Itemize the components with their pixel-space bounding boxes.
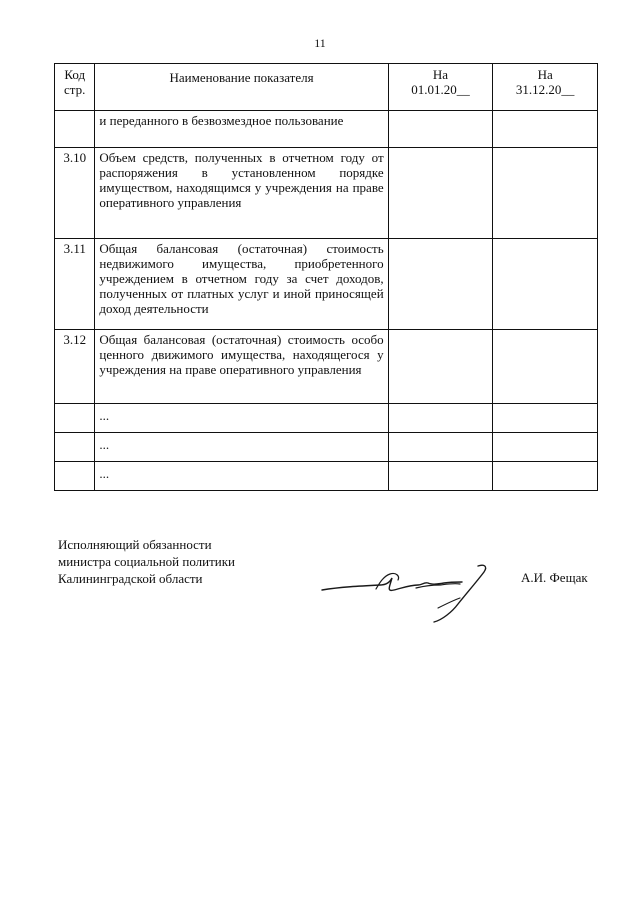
row-start-value [388, 462, 493, 491]
signatory-title-line1: Исполняющий обязанности [58, 537, 212, 552]
table-row [55, 404, 598, 433]
signatory-name: А.И. Фещак [521, 570, 588, 585]
row-start-value [388, 330, 493, 404]
row-start-value [388, 404, 493, 433]
table-row [55, 111, 598, 148]
signatory-title-line3: Калининградской области [58, 571, 203, 586]
table-header-row [55, 64, 598, 111]
row-name: ... [95, 433, 388, 462]
row-end-value [493, 111, 598, 148]
signatory-title-line2: министра социальной политики [58, 554, 236, 569]
row-name: и переданного в безвозмездное пользование [95, 111, 388, 148]
row-code [55, 462, 95, 491]
row-end-value [493, 462, 598, 491]
row-code: 3.11 [55, 239, 95, 330]
row-start-value [388, 148, 493, 239]
handwritten-signature [320, 552, 500, 624]
row-start-value [388, 239, 493, 330]
row-end-value [493, 148, 598, 239]
row-code [55, 433, 95, 462]
header-start-date [388, 64, 493, 111]
header-code: Код стр. [55, 64, 95, 111]
table-row [55, 462, 598, 491]
row-code [55, 404, 95, 433]
table-row [55, 433, 598, 462]
signatory-title [58, 536, 235, 587]
row-name: Общая балансовая (остаточная) стоимость недвижимого имущества, приобретенного учреждением в отчетном году за счет доходов, полученных от платных услуг и иной приносящей доход деятельности [95, 239, 388, 330]
row-end-value [493, 404, 598, 433]
header-start-line2: 01.01.20__ [411, 82, 470, 97]
header-end-line1: На [537, 67, 553, 82]
indicators-table [54, 63, 598, 491]
header-end-line2: 31.12.20__ [515, 82, 575, 97]
row-end-value [493, 433, 598, 462]
table-row [55, 330, 598, 404]
row-end-value [493, 239, 598, 330]
row-code [55, 111, 95, 148]
header-name: Наименование показателя [95, 64, 388, 111]
row-name: ... [95, 404, 388, 433]
table-row [55, 148, 598, 239]
row-code: 3.10 [55, 148, 95, 239]
row-code: 3.12 [55, 330, 95, 404]
header-end-date [493, 64, 598, 111]
row-name: Общая балансовая (остаточная) стоимость особо ценного движимого имущества, находящегося у учреждения на праве оперативного управления [95, 330, 388, 404]
row-name: Объем средств, полученных в отчетном году от распоряжения в установленном порядке имуществом, находящимся у учреждения на праве оперативного управления [95, 148, 388, 239]
row-end-value [493, 330, 598, 404]
header-start-line1: На [432, 67, 449, 82]
row-start-value [388, 433, 493, 462]
row-start-value [388, 111, 493, 148]
table-row [55, 239, 598, 330]
page-number: 11 [314, 36, 326, 50]
row-name: ... [95, 462, 388, 491]
